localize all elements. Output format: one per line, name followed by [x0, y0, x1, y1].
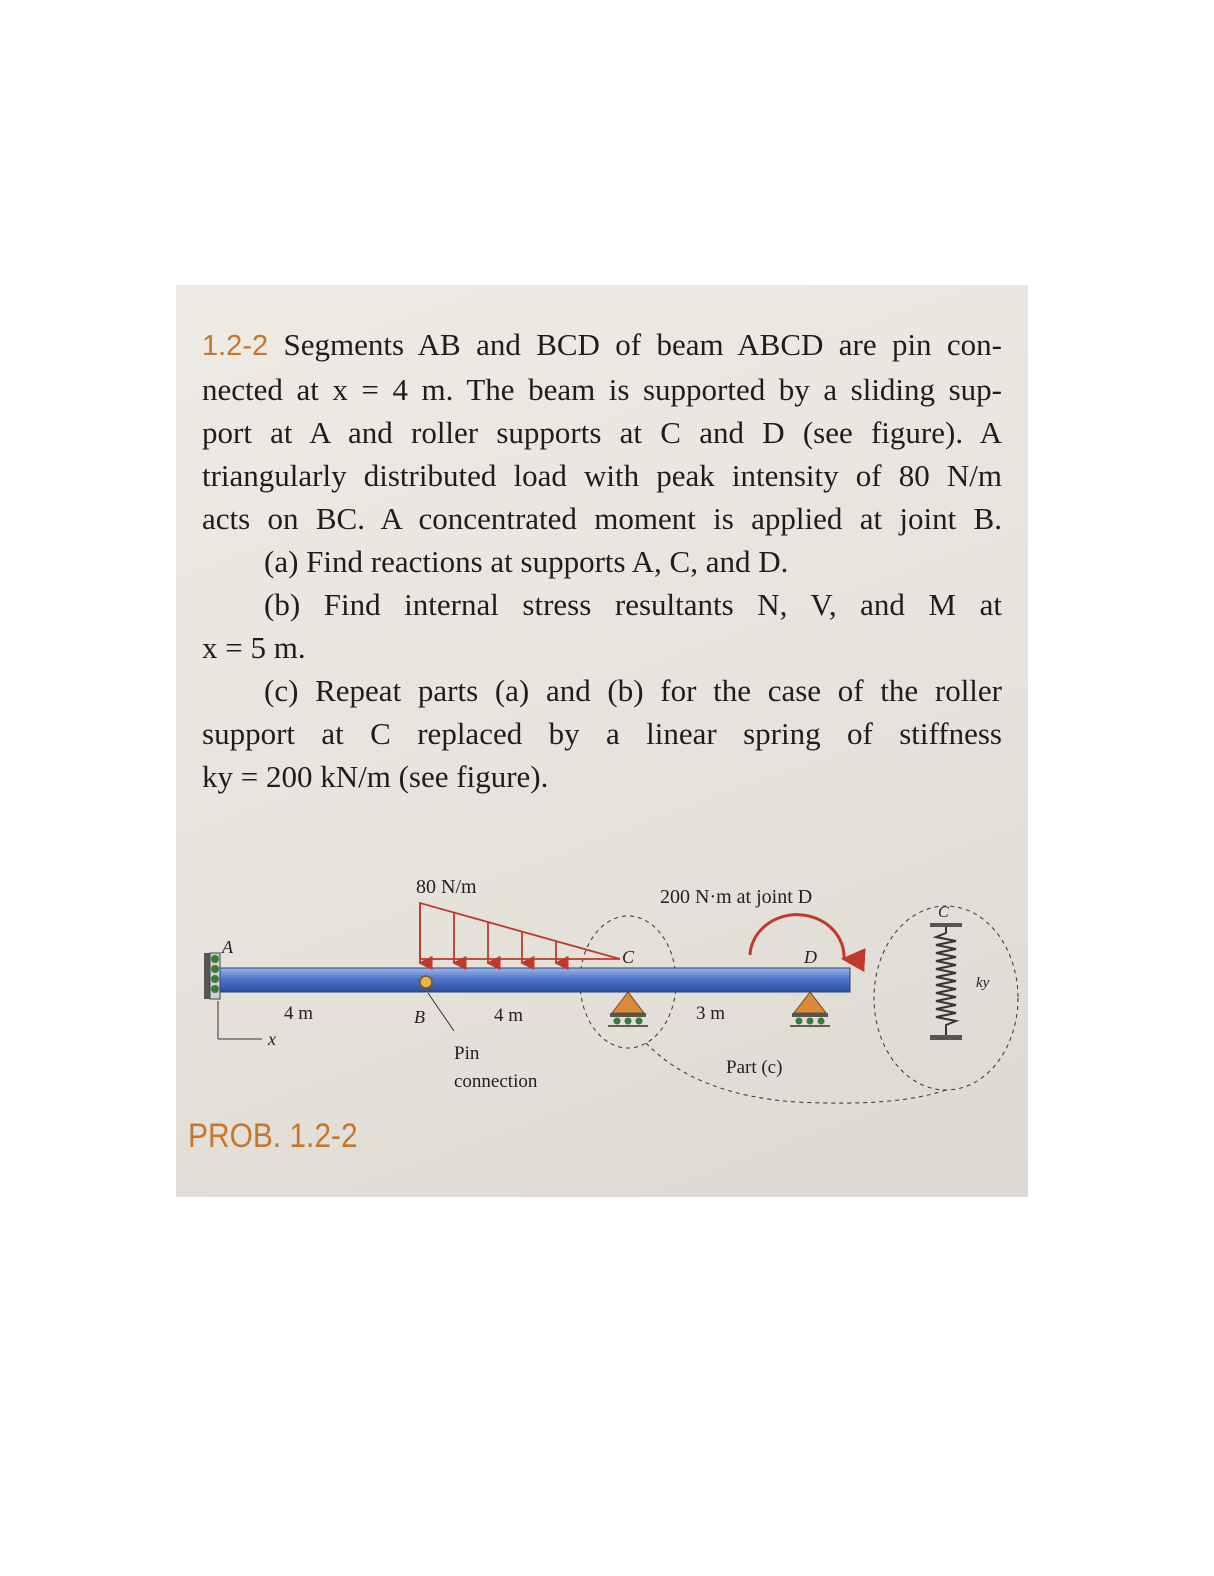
roller-c-3	[636, 1018, 643, 1025]
span-cd-label: 3 m	[696, 1003, 726, 1024]
problem-part-c: (c) Repeat parts (a) and (b) for the case of the roller	[264, 673, 1002, 708]
problem-line-1: 1.2-2 Segments AB and BCD of beam ABCD are pin con-	[202, 327, 1003, 362]
roller-d-2	[807, 1018, 814, 1025]
axis-label-x: x	[268, 1029, 276, 1049]
roller-base-d	[792, 1013, 828, 1017]
problem-part-b: (b) Find internal stress resultants N, V, and M at	[264, 587, 1002, 622]
problem-line-4: triangularly distributed load with peak intensity of 80 N/m	[202, 458, 1002, 493]
callout-connector	[646, 1043, 946, 1103]
roller-d-1	[796, 1018, 803, 1025]
spring-joint-label: C	[938, 904, 949, 921]
problem-line-3: port at A and roller supports at C and D (see figure). A	[202, 415, 1002, 450]
problem-statement	[202, 323, 1002, 798]
label-b: B	[414, 1007, 425, 1027]
slider-roller-1	[211, 955, 219, 963]
problem-part-c-end: ky = 200 kN/m (see figure).	[202, 759, 549, 794]
pin-pointer	[428, 993, 454, 1031]
problem-number: 1.2-2	[202, 330, 269, 362]
roller-support-d	[794, 992, 826, 1013]
moment-label: 200 N·m at joint D	[660, 886, 813, 908]
spring-stiffness-label: ky	[976, 975, 990, 991]
load-arrows	[420, 903, 556, 963]
pin-b	[420, 976, 432, 988]
slider-roller-3	[211, 975, 219, 983]
beam	[220, 968, 850, 992]
wall	[204, 953, 210, 999]
problem-line-5: acts on BC. A concentrated moment is applied at joint B.	[202, 501, 1002, 536]
pin-label-1: Pin	[454, 1043, 480, 1064]
moment-arrow-d	[750, 915, 844, 959]
load-label: 80 N/m	[416, 876, 477, 898]
spring-top-plate	[930, 923, 962, 927]
spring-base	[930, 1035, 962, 1040]
distributed-load	[420, 903, 620, 959]
roller-base-c	[610, 1013, 646, 1017]
span-ab-label: 4 m	[284, 1003, 314, 1024]
slider-roller-4	[211, 985, 219, 993]
roller-c-1	[614, 1018, 621, 1025]
spring-coil	[936, 927, 956, 1035]
problem-part-c-cont: support at C replaced by a linear spring of stiffness	[202, 716, 1002, 751]
part-c-label: Part (c)	[726, 1057, 783, 1078]
span-bc-label: 4 m	[494, 1005, 524, 1026]
problem-part-a: (a) Find reactions at supports A, C, and D.	[264, 544, 789, 579]
slider-roller-2	[211, 965, 219, 973]
textbook-photo	[176, 285, 1028, 1197]
beam-figure	[176, 845, 1028, 1115]
pin-label-2: connection	[454, 1071, 538, 1092]
label-d: D	[804, 947, 817, 967]
label-c: C	[622, 947, 635, 967]
problem-part-b-cont: x = 5 m.	[202, 630, 306, 665]
roller-c-2	[625, 1018, 632, 1025]
label-a: A	[222, 937, 233, 957]
problem-caption: PROB. 1.2-2	[188, 1117, 358, 1155]
problem-line-2: nected at x = 4 m. The beam is supported by a sliding sup-	[202, 372, 1002, 407]
roller-support-c	[612, 992, 644, 1013]
roller-d-3	[818, 1018, 825, 1025]
